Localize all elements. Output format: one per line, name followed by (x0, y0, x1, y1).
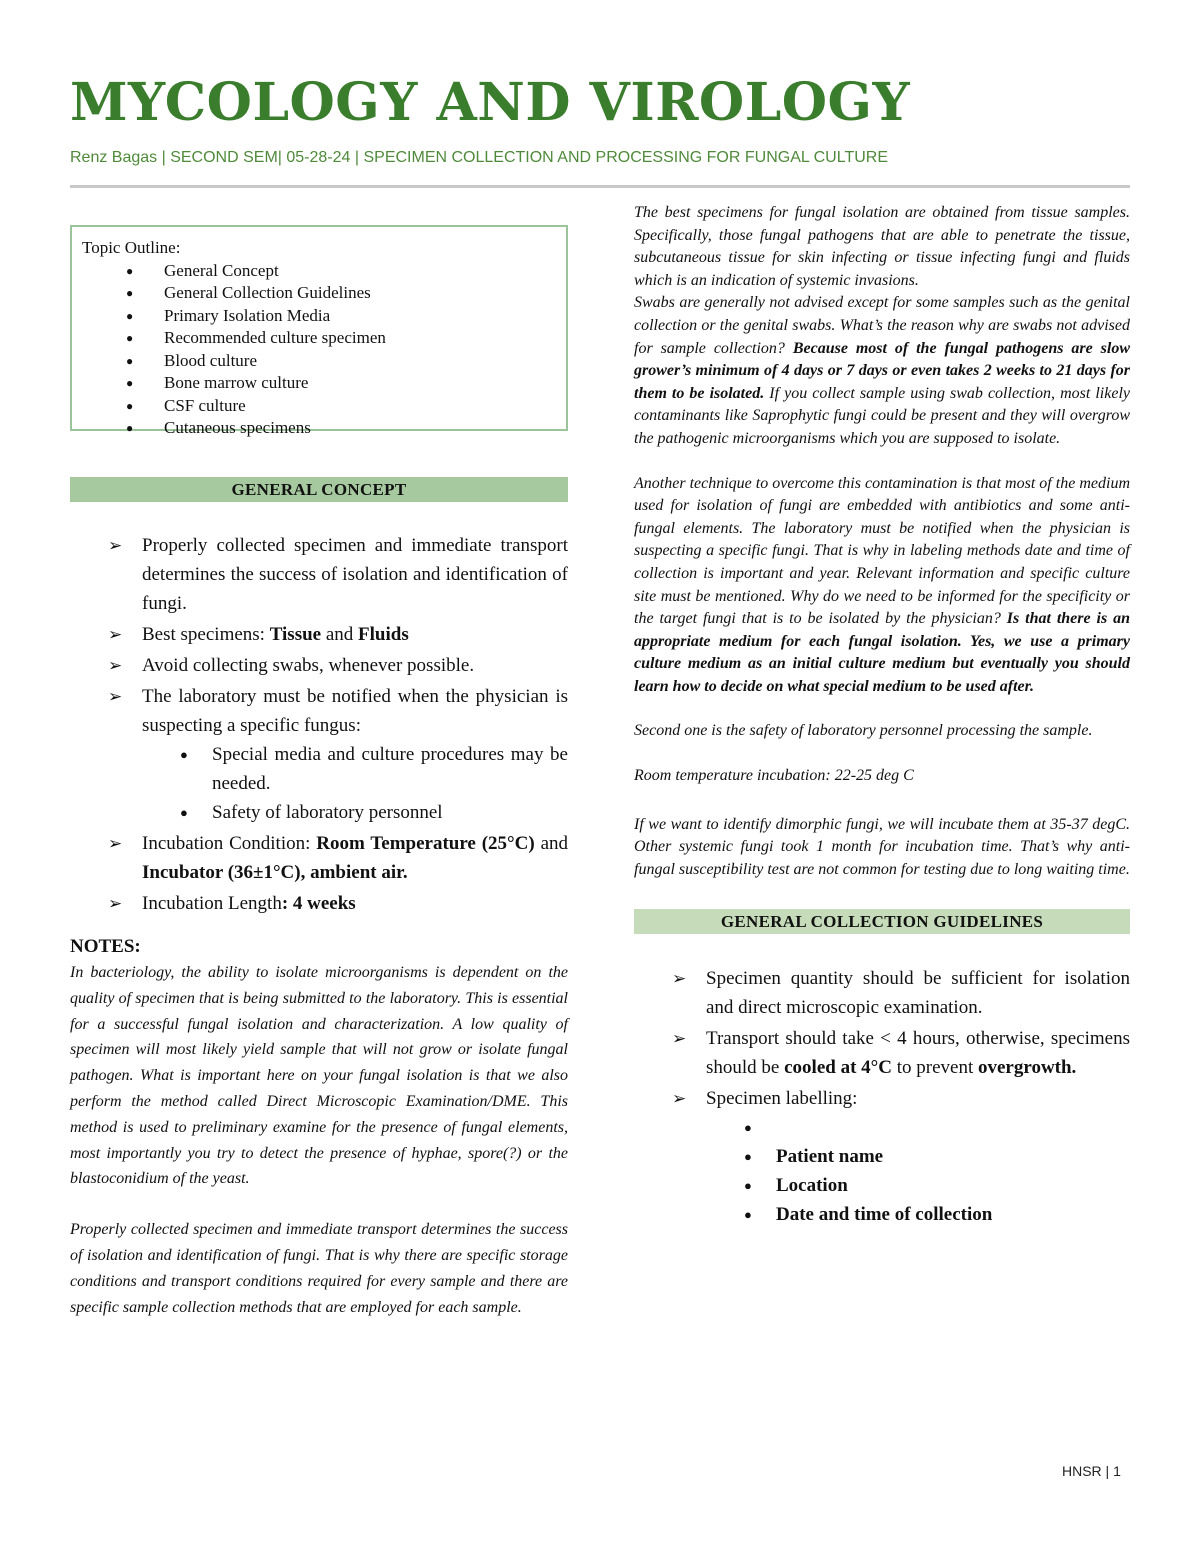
concept-sub-bullet: ● Special media and culture procedures may be needed. (142, 740, 568, 798)
page-footer: HNSR | 1 (1062, 1463, 1121, 1479)
concept-sub-bullet: ● Safety of laboratory personnel (142, 798, 568, 827)
guideline-bold: cooled at 4°C (784, 1057, 892, 1079)
concept-text: and (321, 624, 359, 645)
outline-item: ● General Concept (132, 260, 556, 283)
right-text: Another technique to overcome this contamination is that most of the medium used for isolation of fungi are embedded with antibiotics and some anti-fungal elements. The laboratory must be notified when the physician is suspecting a specific fungi. That is why in labeling methods date and time of collection is important and year. Relevant information and specific culture site must be mentioned. Why do we need to be informed for the specificity or the target fungi that is to be isolated by the physician? (634, 474, 1130, 628)
right-column (634, 202, 1130, 1231)
right-text: If you collect sample using swab collection, most likely contaminants like Saprophytic fungi could be present and they will overgrow the pathogenic microorganisms which you are supposed to isolate. (634, 384, 1130, 447)
concept-bullet (70, 889, 568, 918)
concept-bullet (70, 682, 568, 827)
outline-item: ● General Collection Guidelines (132, 282, 556, 305)
concept-bullet (70, 829, 568, 887)
right-bold: Is that there is an appropriate medium for each fungal isolation. Yes, we use a primary culture medium as an initial culture medium but eventually you should learn how to decide on what special medium to be used after. (634, 610, 1130, 695)
guideline-bullet (634, 1084, 1130, 1229)
notes-paragraph: Properly collected specimen and immediate transport determines the success of isolation and identification of fungi. That is why there are specific storage conditions and transport conditions required for every sample and there are specific sample collection methods that are employed for each sample. (70, 1221, 568, 1316)
guideline-text: Transport should take < 4 hours, otherwise, specimens should be (706, 1028, 1130, 1079)
topic-outline-list (82, 260, 556, 440)
label-item: ● Location (706, 1171, 1130, 1200)
concept-text: Properly collected specimen and immediate transport determines the success of isolation and identification of fungi. (142, 535, 568, 614)
right-bold: most of the fungal pathogens are slow grower’s minimum of 4 days or 7 days or even takes 2 weeks to 21 days for them to be isolated. (634, 339, 1131, 402)
notes-heading: NOTES: (70, 936, 141, 957)
label-item (706, 1113, 1130, 1142)
label-item: ● Date and time of collection (706, 1200, 1130, 1229)
topic-outline-heading: Topic Outline: (82, 238, 181, 257)
right-paragraph (634, 292, 1130, 450)
collection-guidelines-heading: GENERAL COLLECTION GUIDELINES (634, 909, 1130, 934)
outline-item: ● CSF culture (132, 395, 556, 418)
header-divider (70, 185, 1130, 188)
concept-text: and (534, 833, 568, 854)
right-paragraph: If we want to identify dimorphic fungi, we will incubate them at 35-37 degC. Other systemic fungi took 1 month for incubation time. That’s why anti-fungal susceptibility test are not common for testing due to long waiting time. (634, 815, 1130, 878)
concept-text: Best specimens: (142, 624, 270, 645)
guideline-bold: overgrowth. (977, 1057, 1077, 1079)
concept-bold: Fluids (358, 624, 409, 645)
guideline-bullet (634, 964, 1130, 1022)
guideline-text: Specimen labelling: (706, 1088, 858, 1110)
concept-text: Avoid collecting swabs, whenever possible. (142, 655, 475, 676)
concept-bold: Room Temperature (25°C) (316, 833, 535, 854)
label-list (706, 1113, 1130, 1229)
general-concept-list (70, 531, 568, 918)
right-paragraph: Room temperature incubation: 22-25 deg C (634, 767, 914, 785)
general-concept-heading: GENERAL CONCEPT (70, 477, 568, 502)
topic-outline-box (70, 225, 568, 437)
page-title: MYCOLOGY AND VIROLOGY (70, 72, 911, 133)
concept-bold: : 4 weeks (281, 893, 356, 914)
outline-item: ● Primary Isolation Media (132, 305, 556, 328)
concept-text: Incubation Condition: (142, 833, 317, 854)
label-item: ● Patient name (706, 1142, 1130, 1171)
concept-sub-list (142, 740, 568, 827)
right-bold: Because (792, 339, 856, 357)
concept-text: The laboratory must be notified when the physician is suspecting a specific fungus: (142, 686, 568, 736)
right-paragraph (634, 473, 1130, 699)
concept-bullet (70, 531, 568, 618)
guideline-bullet (634, 1024, 1130, 1082)
outline-item: ● Cutaneous specimens (132, 417, 556, 440)
guidelines-list (634, 964, 1130, 1229)
concept-bold: (36±1°C), ambient air. (222, 862, 408, 883)
outline-item: ● Bone marrow culture (132, 372, 556, 395)
guideline-text: Specimen quantity should be sufficient for isolation and direct microscopic examination. (706, 968, 1130, 1019)
right-paragraph: The best specimens for fungal isolation are obtained from tissue samples. Specifically, those fungal pathogens that are able to penetrate the tissue, subcutaneous tissue for skin infecting or tissue infecting fungi and fluids which is an indication of systemic invasions. (634, 204, 1130, 289)
outline-item: ● Recommended culture specimen (132, 327, 556, 350)
concept-bold: Incubator (142, 862, 223, 883)
notes-paragraph: In bacteriology, the ability to isolate microorganisms is dependent on the quality of specimen that is being submitted to the laboratory. This is essential for a successful fungal isolation and characterization. A low quality of specimen will most likely yield sample that will not grow or isolate fungal pathogen. What is important here on your fungal isolation is that we also perform the method called Direct Microscopic Examination/DME. This method is used to preliminary examine for the presence of fungal elements, most importantly you try to detect the presence of hyphae, spore(?) or the blastoconidium of the yeast. (70, 964, 568, 1188)
concept-bold: Tissue (269, 624, 322, 645)
left-column (70, 225, 568, 1320)
concept-text: Incubation Length (142, 893, 282, 914)
page-subtitle: Renz Bagas | SECOND SEM| 05-28-24 | SPECIMEN COLLECTION AND PROCESSING FOR FUNGAL CULTURE (70, 149, 888, 166)
concept-bullet (70, 620, 568, 649)
right-paragraph: Second one is the safety of laboratory personnel processing the sample. (634, 722, 1093, 740)
right-text: Swabs are generally not advised except for some samples such as the genital collection or the genital swabs. What’s the reason why are swabs not advised for sample collection? (634, 294, 1130, 357)
concept-bullet (70, 651, 568, 680)
outline-item: ● Blood culture (132, 350, 556, 373)
guideline-text: to prevent (891, 1057, 978, 1079)
